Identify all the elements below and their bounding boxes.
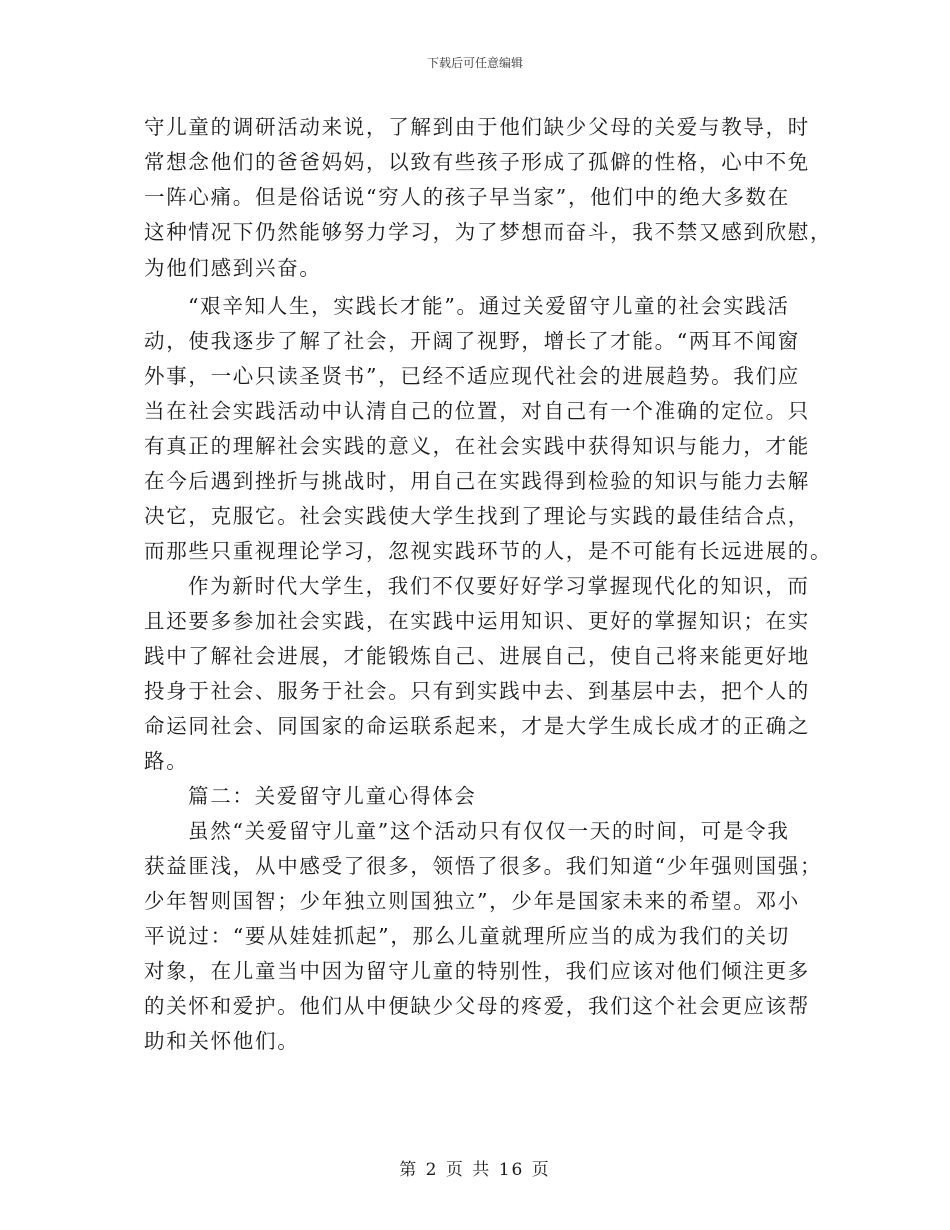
text-line: 守儿童的调研活动来说，了解到由于他们缺少父母的关爱与教导，时	[144, 115, 810, 139]
text-line: 为他们感到兴奋。	[144, 256, 322, 280]
text-line: 一阵心痛。但是俗话说“穷人的孩子早当家”，他们中的绝大多数在	[144, 185, 790, 209]
text-line: 决它，克服它。社会实践使大学生找到了理论与实践的最佳结合点，	[144, 504, 810, 528]
page-header: 下载后可任意编辑	[426, 56, 523, 70]
text-line: 路。	[144, 749, 189, 773]
text-line: 助和关怀他们。	[144, 1029, 300, 1053]
text-line: 平说过：“要从娃娃抓起”，那么儿童就理所应当的成为我们的关切	[144, 924, 790, 948]
text-line: 当在社会实践活动中认清自己的位置，对自己有一个准确的定位。只	[144, 399, 810, 423]
text-line: 践中了解社会进展，才能锻炼自己、进展自己，使自己将来能更好地	[144, 644, 810, 668]
text-line: 常想念他们的爸爸妈妈，以致有些孩子形成了孤僻的性格，心中不免	[144, 150, 810, 174]
text-line: 的关怀和爱护。他们从中便缺少父母的疼爱，我们这个社会更应该帮	[144, 994, 810, 1018]
text-line: 作为新时代大学生，我们不仅要好好学习掌握现代化的知识，而	[188, 574, 810, 598]
page-footer: 第 2 页 共 16 页	[399, 1160, 551, 1180]
text-line: 且还要多参加社会实践，在实践中运用知识、更好的掌握知识；在实	[144, 609, 810, 633]
text-line: 动，使我逐步了解了社会，开阔了视野，增长了才能。“两耳不闻窗	[144, 329, 800, 353]
text-line: 少年智则国智；少年独立则国独立”，少年是国家未来的希望。邓小	[144, 889, 800, 913]
text-line: 而那些只重视理论学习，忽视实践环节的人，是不可能有长远进展的。	[144, 539, 833, 563]
section-heading: 篇二：关爱留守儿童心得体会	[188, 784, 477, 808]
text-line: 对象，在儿童当中因为留守儿童的特别性，我们应该对他们倾注更多	[144, 959, 810, 983]
text-line: 在今后遇到挫折与挑战时，用自己在实践得到检验的知识与能力去解	[144, 469, 810, 493]
text-line: “艰辛知人生，实践长才能”。通过关爱留守儿童的社会实践活	[188, 294, 790, 318]
text-line: 外事，一心只读圣贤书”，已经不适应现代社会的进展趋势。我们应	[144, 364, 800, 388]
text-line: 获益匪浅，从中感受了很多，领悟了很多。我们知道“少年强则国强；	[144, 854, 823, 878]
text-line: 虽然“关爱留守儿童”这个活动只有仅仅一天的时间，可是令我	[188, 819, 790, 843]
text-line: 命运同社会、同国家的命运联系起来，才是大学生成长成才的正确之	[144, 714, 810, 738]
text-line: 这种情况下仍然能够努力学习，为了梦想而奋斗，我不禁又感到欣慰，	[144, 220, 833, 244]
text-line: 有真正的理解社会实践的意义，在社会实践中获得知识与能力，才能	[144, 434, 810, 458]
text-line: 投身于社会、服务于社会。只有到实践中去、到基层中去，把个人的	[144, 679, 810, 703]
